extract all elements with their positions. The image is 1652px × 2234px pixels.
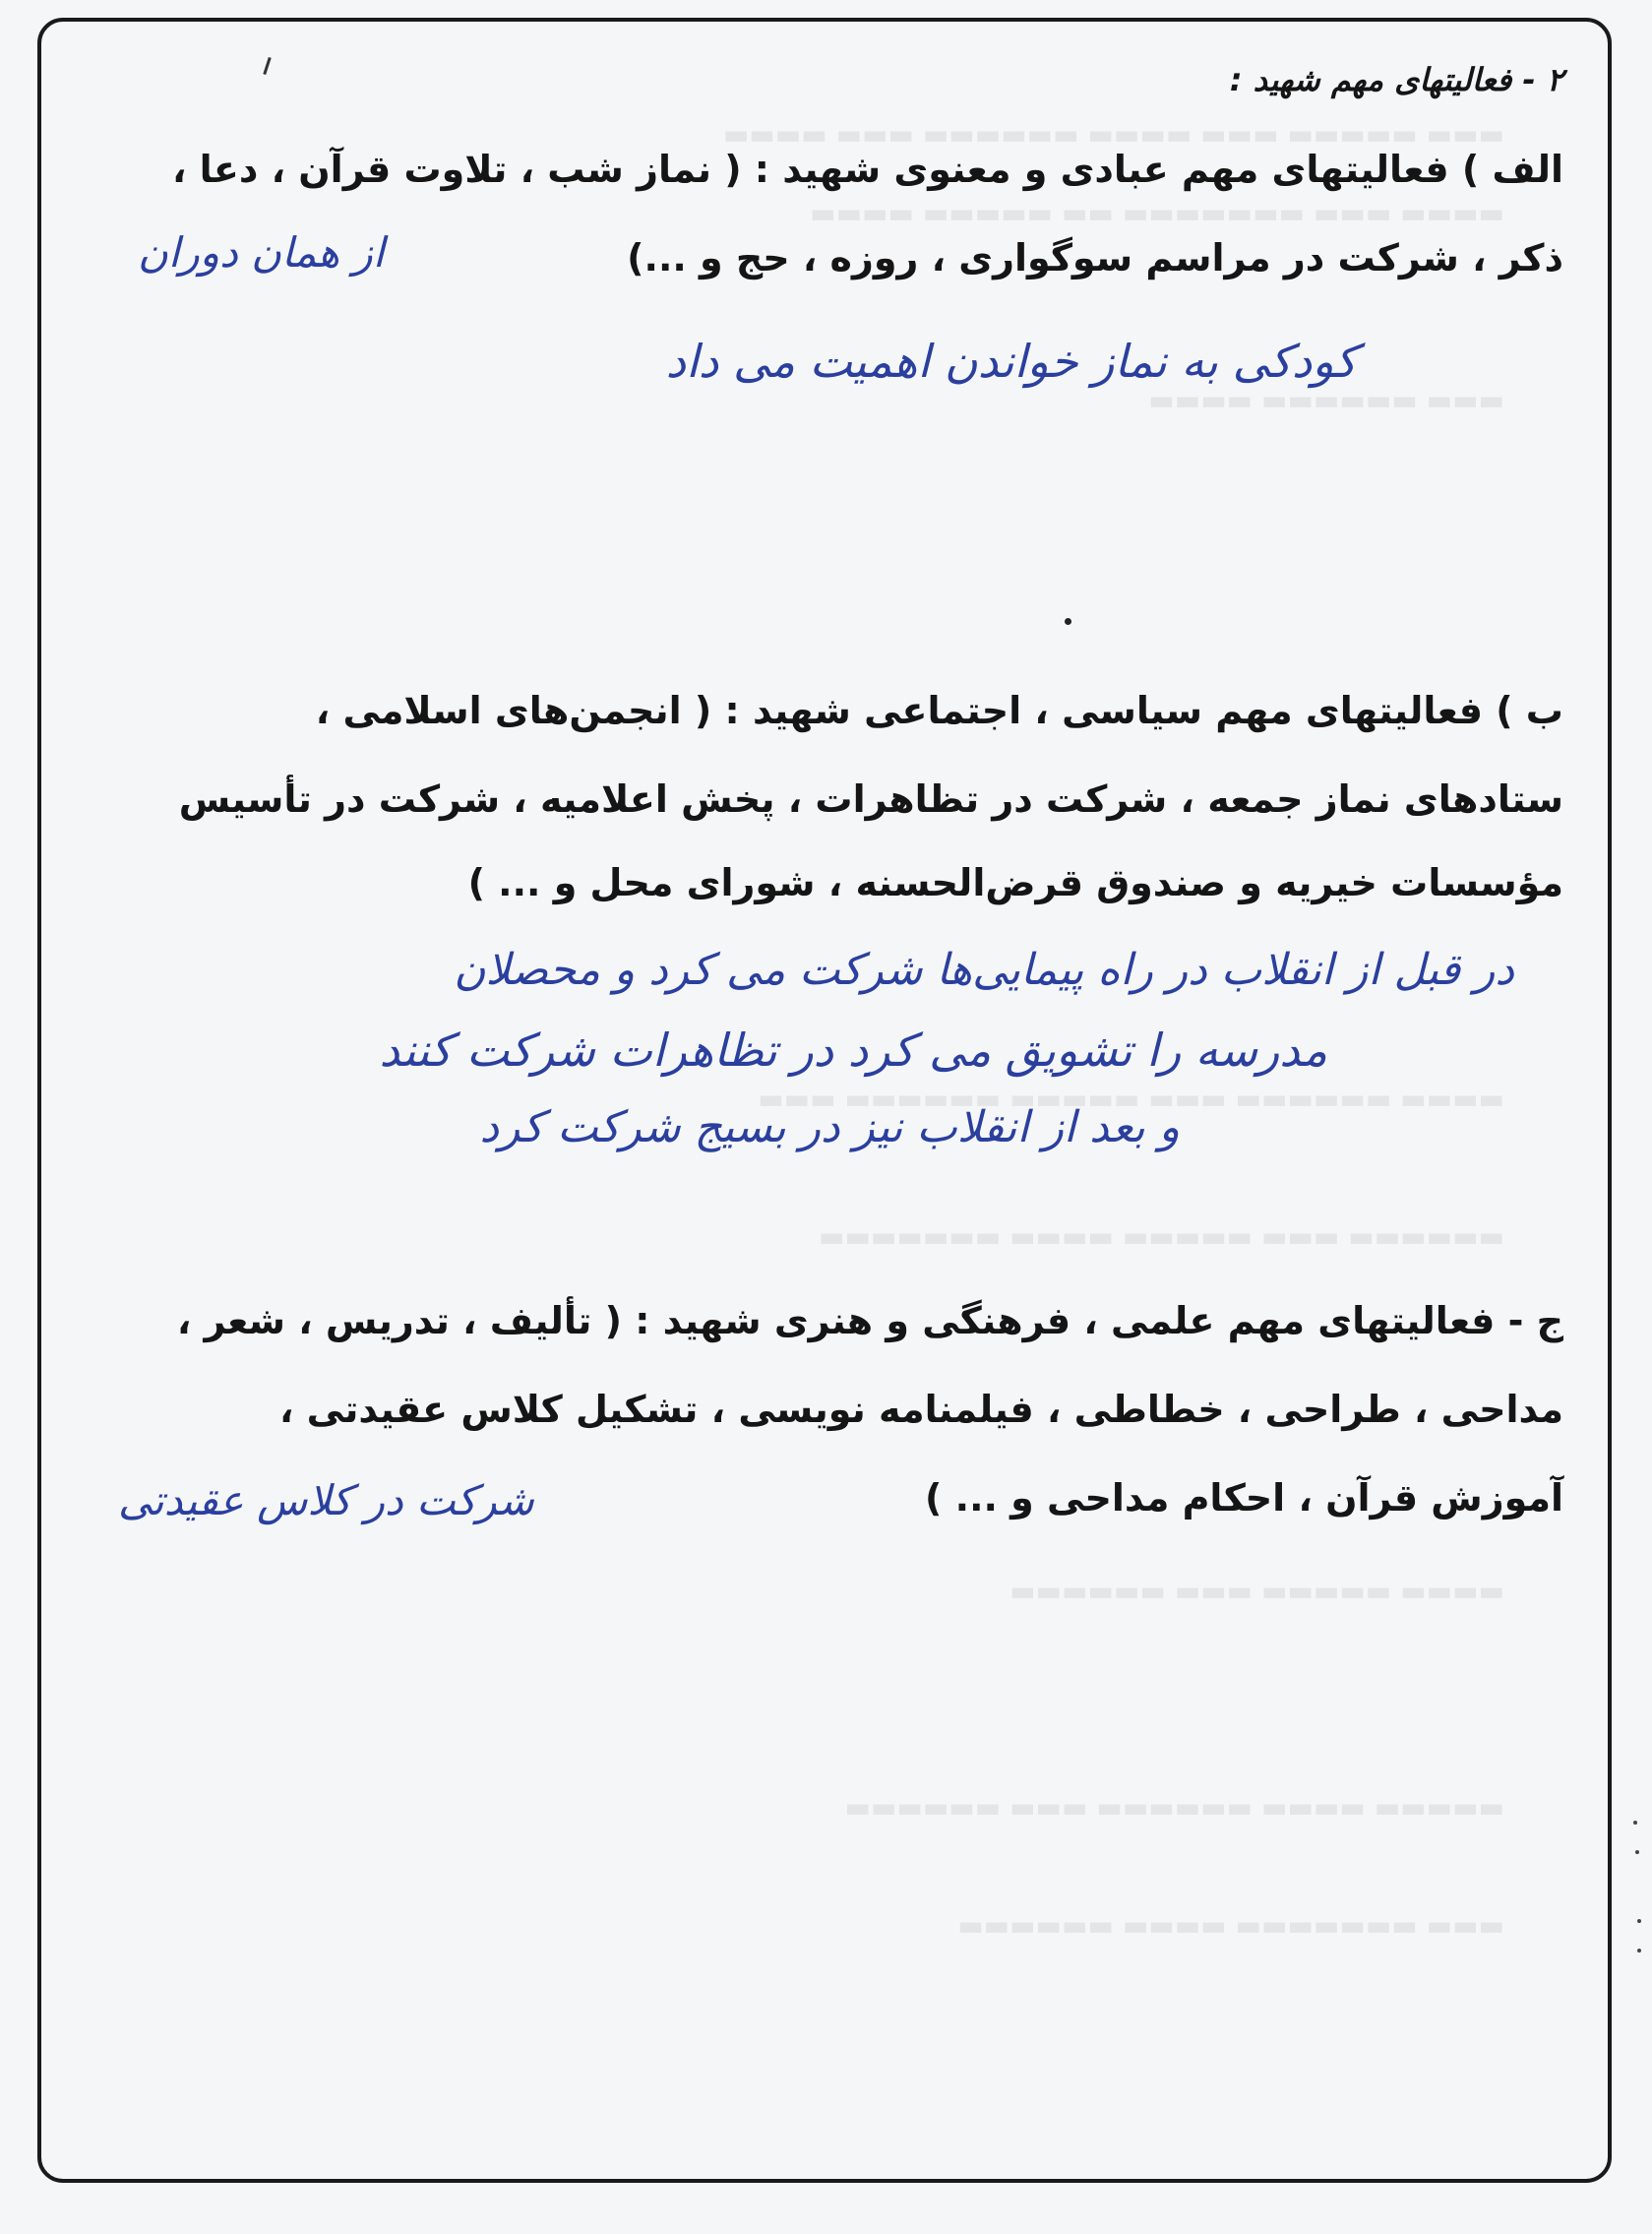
part-b-line-1: ب ) فعالیتهای مهم سیاسی ، اجتماعی شهید : ( انجمن‌های اسلامی ، [315, 689, 1563, 732]
part-c-handwritten-1: شرکت در کلاس عقیدتی [118, 1476, 534, 1524]
edge-mark [1633, 1821, 1637, 1825]
part-a-line-1: الف ) فعالیتهای مهم عبادی و معنوی شهید : ( نماز شب ، تلاوت قرآن ، دعا ، [171, 148, 1563, 191]
edge-mark [1637, 1949, 1641, 1953]
bleed-through: ▬▬▬ ▬▬▬▬▬▬▬ ▬▬▬▬ ▬▬▬▬▬▬ [957, 1909, 1504, 1942]
edge-mark [1637, 1919, 1641, 1923]
part-c-line-2: مداحی ، طراحی ، خطاطی ، فیلمنامه نویسی ، تشکیل کلاس عقیدتی ، [278, 1388, 1563, 1431]
part-b-handwritten-2: مدرسه را تشویق می کرد در تظاهرات شرکت کنند [379, 1024, 1327, 1077]
part-b-handwritten-3: و بعد از انقلاب نیز در بسیج شرکت کرد [479, 1102, 1180, 1152]
bleed-through: ▬▬▬▬▬ ▬▬▬▬ ▬▬▬▬▬▬ ▬▬▬ ▬▬▬▬▬▬ [844, 1791, 1504, 1824]
stray-dot [1065, 618, 1071, 625]
bleed-through: ▬▬▬ ▬▬▬▬▬ ▬▬▬ ▬▬▬▬ ▬▬▬▬▬▬ ▬▬▬ ▬▬▬▬ [722, 118, 1504, 151]
part-c-line-1: ج - فعالیتهای مهم علمی ، فرهنگی و هنری شهید : ( تألیف ، تدریس ، شعر ، [176, 1299, 1563, 1342]
section-heading: ۲ - فعالیتهای مهم شهید : [1229, 61, 1563, 98]
part-a-line-2: ذکر ، شرکت در مراسم سوگواری ، روزه ، حج و ...) [627, 236, 1563, 279]
part-b-handwritten-1: در قبل از انقلاب در راه پیمایی‌ها شرکت می کرد و محصلان [454, 945, 1514, 995]
edge-mark [1635, 1850, 1639, 1854]
part-a-handwritten-1: از همان دوران [138, 228, 385, 277]
bleed-through: ▬▬▬▬▬▬ ▬▬▬ ▬▬▬▬▬ ▬▬▬▬ ▬▬▬▬▬▬▬ [819, 1220, 1504, 1253]
bleed-through: ▬▬▬▬ ▬▬▬ ▬▬▬▬▬▬▬ ▬▬ ▬▬▬▬▬ ▬▬▬▬ [810, 197, 1504, 229]
part-b-line-2: ستادهای نماز جمعه ، شرکت در تظاهرات ، پخش اعلامیه ، شرکت در تأسیس [178, 777, 1563, 821]
bleed-through: ▬▬▬ ▬▬▬▬▬▬ ▬▬▬▬ [1148, 384, 1504, 416]
part-c-line-3: آموزش قرآن ، احکام مداحی و ... ) [925, 1476, 1563, 1520]
bleed-through: ▬▬▬▬ ▬▬▬▬▬ ▬▬▬ ▬▬▬▬▬▬ [1010, 1575, 1504, 1607]
part-a-handwritten-2: کودکی به نماز خواندن اهمیت می داد [665, 335, 1357, 388]
bleed-through: ▬▬▬▬ ▬▬▬▬▬▬ ▬▬▬ ▬▬▬▬▬ ▬▬▬▬▬▬ ▬▬▬ [758, 1083, 1504, 1115]
part-b-line-3: مؤسسات خیریه و صندوق قرض‌الحسنه ، شورای محل و ... ) [467, 861, 1563, 904]
